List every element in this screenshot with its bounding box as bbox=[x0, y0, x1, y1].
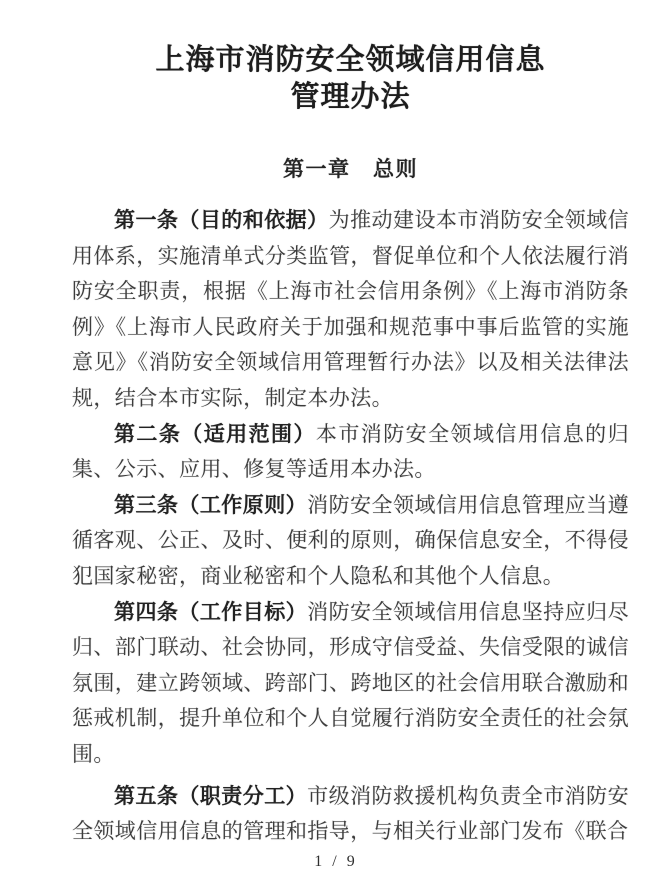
article-1-text: 为推动建设本市消防安全领域信用体系，实施清单式分类监管，督促单位和个人依法履行消防安全职责，根据《上海市社会信用条例》《上海市消防条例》《上海市人民政府关于加强和规范事中事后监管的实施意见》《消防安全领域信用管理暂行办法》以及相关法律法规，结合本市实际，制定本办法。 bbox=[72, 208, 629, 410]
document-title-line-1: 上海市消防安全领域信用信息 bbox=[155, 44, 546, 76]
article-5-number: 第五条（职责分工） bbox=[114, 783, 308, 808]
article-2-text: 本市消防安全领域信用信息的归集、公示、应用、修复等适用本办法。 bbox=[72, 421, 629, 482]
page-footer bbox=[0, 853, 672, 871]
article-4-number: 第四条（工作目标） bbox=[114, 599, 308, 624]
document-body bbox=[72, 203, 629, 850]
page-number: 1 / 9 bbox=[314, 853, 358, 870]
document-content bbox=[72, 0, 629, 850]
article-4 bbox=[72, 595, 629, 773]
article-3-text: 消防安全领域信用信息管理应当遵循客观、公正、及时、便利的原则，确保信息安全，不得侵犯国家秘密，商业秘密和个人隐私和其他个人信息。 bbox=[72, 492, 630, 588]
article-1-number: 第一条（目的和依据） bbox=[114, 208, 329, 232]
article-2-number: 第二条（适用范围） bbox=[114, 421, 316, 446]
article-3 bbox=[72, 488, 629, 595]
document-title bbox=[72, 0, 629, 116]
article-2 bbox=[72, 417, 629, 488]
article-4-text: 消防安全领域信用信息坚持应归尽归、部门联动、社会协同，形成守信受益、失信受限的诚信氛围，建立跨领域、跨部门、跨地区的社会信用联合激励和惩戒机制，提升单位和个人自觉履行消防安全责任的社会氛围。 bbox=[72, 599, 630, 766]
article-5 bbox=[72, 779, 629, 850]
article-1 bbox=[72, 203, 629, 417]
article-3-number: 第三条（工作原则） bbox=[114, 492, 308, 517]
document-title-line-2: 管理办法 bbox=[290, 81, 411, 113]
chapter-heading: 第一章 总则 bbox=[283, 157, 418, 181]
article-5-text: 市级消防救援机构负责全市消防安全领域信用信息的管理和指导，与相关行业部门发布《联合 bbox=[72, 783, 630, 844]
